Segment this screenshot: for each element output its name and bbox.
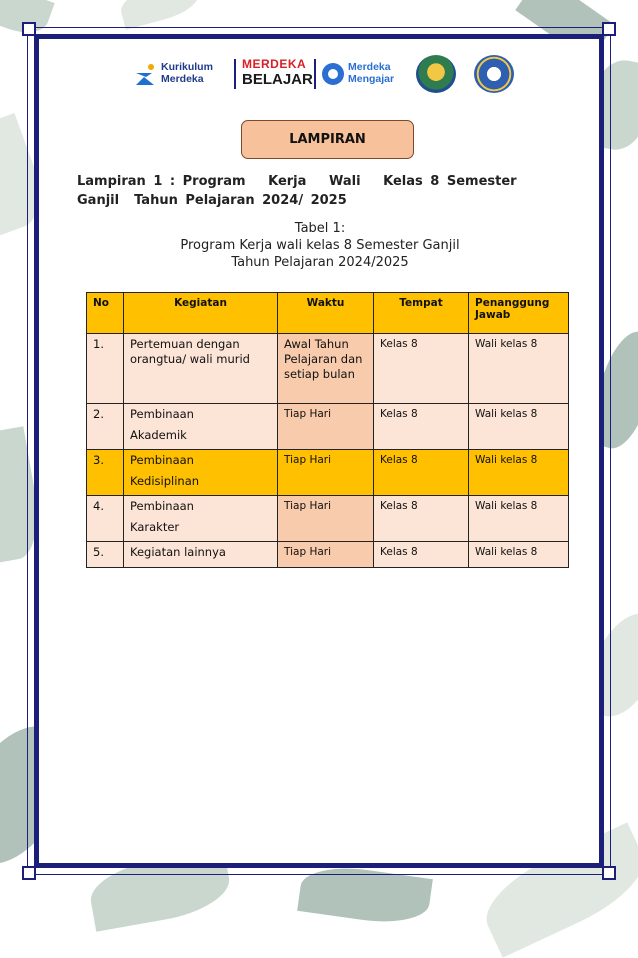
merdeka-belajar-logo <box>242 57 312 93</box>
table-row <box>87 496 569 542</box>
kegiatan-line: Pembinaan <box>130 453 194 467</box>
cell-kegiatan: Pertemuan dengan orangtua/ wali murid <box>124 334 278 404</box>
kegiatan-line: Akademik <box>130 428 187 442</box>
cell-no: 4. <box>87 496 124 542</box>
logo-separator <box>234 59 236 89</box>
cell-kegiatan: Kegiatan lainnya <box>124 542 278 568</box>
header-tempat: Tempat <box>374 293 469 334</box>
cell-penanggung-jawab: Wali kelas 8 <box>469 496 569 542</box>
header-penanggung-jawab: Penanggung Jawab <box>469 293 569 334</box>
cell-no: 5. <box>87 542 124 568</box>
kegiatan-line: Kedisiplinan <box>130 474 200 488</box>
table-row <box>87 542 569 568</box>
logo-separator <box>314 59 316 89</box>
kurikulum-merdeka-icon <box>134 63 156 87</box>
heading-line-2: Ganjil Tahun Pelajaran 2024/ 2025 <box>77 193 347 208</box>
cell-penanggung-jawab: Wali kelas 8 <box>469 404 569 450</box>
table-caption <box>60 220 580 271</box>
cell-penanggung-jawab: Wali kelas 8 <box>469 542 569 568</box>
attachment-heading <box>77 172 537 210</box>
merdeka-text: MERDEKA <box>242 57 307 71</box>
heading-line-1: Lampiran 1 : Program Kerja Wali Kelas 8 Semester <box>77 174 517 189</box>
table-number: Tabel 1: <box>294 221 346 236</box>
cell-waktu: Tiap Hari <box>278 404 374 450</box>
frame-corner <box>22 22 36 36</box>
cell-penanggung-jawab: Wali kelas 8 <box>469 450 569 496</box>
table-row <box>87 450 569 496</box>
cell-tempat: Kelas 8 <box>374 542 469 568</box>
cell-waktu: Tiap Hari <box>278 542 374 568</box>
header-waktu: Waktu <box>278 293 374 334</box>
logo-bar <box>130 55 530 95</box>
belajar-text: BELAJAR <box>242 71 313 88</box>
kegiatan-line: Pembinaan <box>130 499 194 513</box>
lampiran-text: LAMPIRAN <box>289 132 366 147</box>
cell-tempat: Kelas 8 <box>374 450 469 496</box>
merdeka-text: Merdeka <box>348 61 391 73</box>
header-kegiatan: Kegiatan <box>124 293 278 334</box>
table-row <box>87 404 569 450</box>
header-no: No <box>87 293 124 334</box>
kegiatan-line: Karakter <box>130 520 180 534</box>
program-table <box>86 292 569 568</box>
cell-kegiatan <box>124 450 278 496</box>
cell-waktu: Tiap Hari <box>278 496 374 542</box>
merdeka-mengajar-icon <box>322 63 344 85</box>
kegiatan-line: Pembinaan <box>130 407 194 421</box>
table-header-row <box>87 293 569 334</box>
cell-no: 1. <box>87 334 124 404</box>
cell-tempat: Kelas 8 <box>374 334 469 404</box>
regional-emblem <box>416 55 456 93</box>
frame-corner <box>22 866 36 880</box>
merdeka-text: Merdeka <box>161 73 204 85</box>
cell-waktu: Tiap Hari <box>278 450 374 496</box>
frame-corner <box>602 866 616 880</box>
cell-kegiatan <box>124 496 278 542</box>
cell-tempat: Kelas 8 <box>374 496 469 542</box>
merdeka-mengajar-logo <box>322 59 402 91</box>
cell-no: 3. <box>87 450 124 496</box>
table-title: Program Kerja wali kelas 8 Semester Ganjil <box>180 238 460 253</box>
kurikulum-merdeka-logo <box>134 61 234 91</box>
cell-kegiatan <box>124 404 278 450</box>
lampiran-label <box>241 120 414 159</box>
cell-penanggung-jawab: Wali kelas 8 <box>469 334 569 404</box>
frame-corner <box>602 22 616 36</box>
mengajar-text: Mengajar <box>348 73 395 85</box>
kurikulum-text: Kurikulum <box>161 61 213 73</box>
cell-waktu: Awal Tahun Pelajaran dan setiap bulan <box>278 334 374 404</box>
tut-wuri-handayani-emblem <box>474 55 514 93</box>
table-row <box>87 334 569 404</box>
cell-tempat: Kelas 8 <box>374 404 469 450</box>
cell-no: 2. <box>87 404 124 450</box>
table-year: Tahun Pelajaran 2024/2025 <box>231 255 409 270</box>
